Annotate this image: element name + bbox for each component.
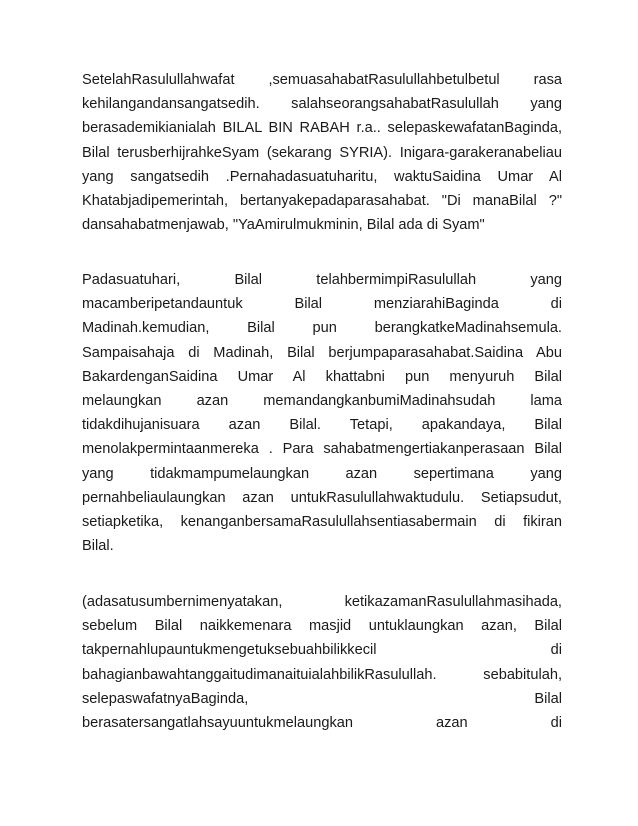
text-line: pernahbeliaulaungkan azan untukRasulullahwaktudulu. Setiapsudut, (82, 489, 562, 506)
text-line: BakardenganSaidina Umar Al khattabni pun menyuruh Bilal (82, 368, 562, 385)
text-line: Bilal terusberhijrahkeSyam (sekarang SYRIA). Inigara-garakeranabeliau (82, 144, 562, 161)
text-line: tidakdihujanisuara azan Bilal. Tetapi, apakandaya, Bilal (82, 417, 562, 434)
paragraph-2 (82, 268, 562, 558)
text-line: setiapketika, kenanganbersamaRasulullahsentiasabermain di fikiran (82, 513, 562, 530)
text-line: berasatersangatlahsayuuntukmelaungkan azan di (82, 714, 562, 731)
text-line: dansahabatmenjawab, "YaAmirulmukminin, Bilal ada di Syam" (82, 217, 485, 234)
text-line: Bilal. (82, 538, 114, 555)
text-line: bahagianbawahtanggaitudimanaituialahbilikRasulullah. sebabitulah, (82, 666, 562, 683)
text-line: melaungkan azan memandangkanbumiMadinahsudah lama (82, 392, 562, 409)
text-line: Padasuatuhari, Bilal telahbermimpiRasulullah yang (82, 272, 562, 288)
text-line: SetelahRasulullahwafat ,semuasahabatRasulullahbetulbetul rasa (82, 72, 562, 88)
text-line: Khatabjadipemerintah, bertanyakepadaparasahabat. "Di manaBilal ?" (82, 192, 562, 209)
text-line: kehilangandansangatsedih. salahseorangsahabatRasulullah yang (82, 96, 562, 113)
text-line: takpernahlupauntukmengetuksebuahbilikkecil di (82, 642, 562, 659)
text-line: macamberipetandauntuk Bilal menziarahiBaginda di (82, 296, 562, 313)
text-line: selepaswafatnyaBaginda, Bilal (82, 690, 562, 707)
paragraph-1 (82, 68, 562, 237)
text-line: sebelum Bilal naikkemenara masjid untuklaungkan azan, Bilal (82, 618, 562, 635)
text-line: Madinah.kemudian, Bilal pun berangkatkeMadinahsemula. (82, 320, 562, 337)
text-line: Sampaisahaja di Madinah, Bilal berjumpaparasahabat.Saidina Abu (82, 344, 562, 361)
text-line: (adasatusumbernimenyatakan, ketikazamanRasulullahmasihada, (82, 594, 562, 610)
text-line: yang tidakmampumelaungkan azan sepertimana yang (82, 465, 562, 482)
paragraph-3 (82, 590, 562, 735)
text-line: yang sangatsedih .Pernahadasuatuharitu, waktuSaidina Umar Al (82, 168, 562, 185)
text-line: menolakpermintaanmereka . Para sahabatmengertiakanperasaan Bilal (82, 441, 562, 458)
text-line: berasademikianialah BILAL BIN RABAH r.a.. selepaskewafatanBaginda, (82, 120, 562, 137)
